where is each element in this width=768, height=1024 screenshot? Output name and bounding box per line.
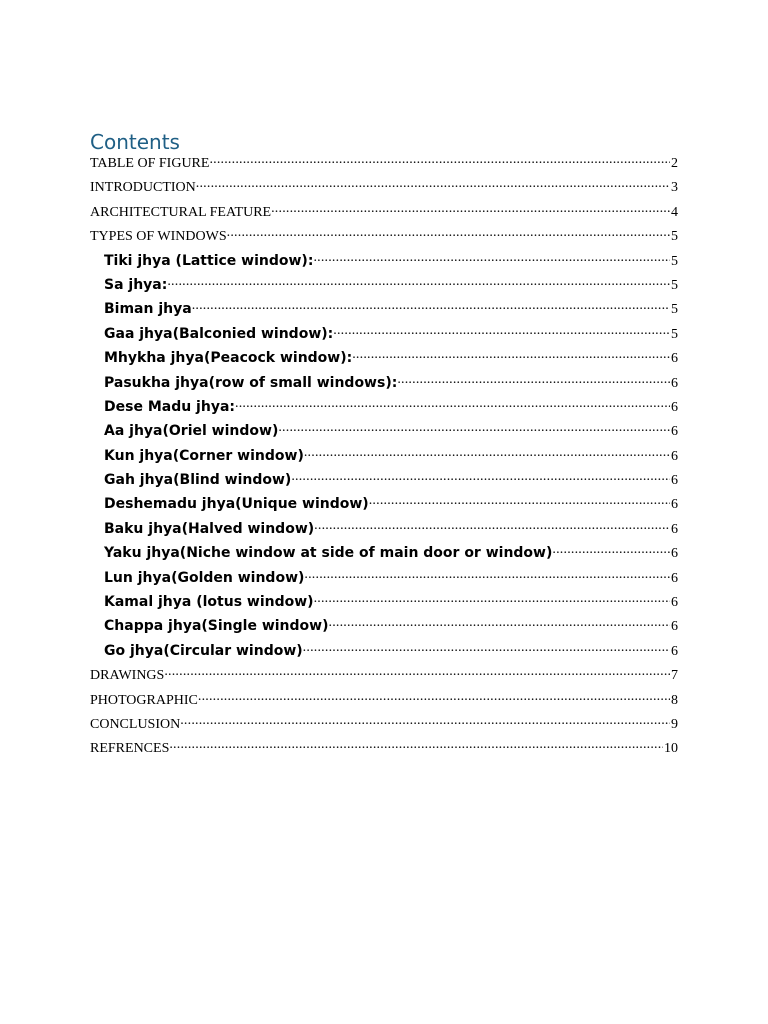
toc-page-number: 6	[671, 619, 678, 635]
toc-entry-title: Go jhya(Circular window)	[104, 642, 303, 659]
toc-page-number: 6	[671, 375, 678, 391]
dot-leader	[164, 665, 670, 679]
toc-entry-title: REFRENCES	[90, 741, 170, 757]
toc-entry[interactable]	[90, 665, 678, 689]
toc-entry-title: Baku jhya(Halved window)	[104, 520, 315, 537]
toc-page-number: 10	[664, 741, 678, 757]
dot-leader	[235, 397, 670, 411]
toc-entry-title: Gaa jhya(Balconied window):	[104, 325, 334, 342]
dot-leader	[314, 519, 670, 533]
toc-page-number: 7	[671, 668, 678, 684]
toc-heading: Contents	[90, 130, 180, 154]
toc-entry-title: Pasukha jhya(row of small windows):	[104, 374, 398, 391]
toc-subentry[interactable]	[90, 348, 678, 372]
dot-leader	[198, 690, 670, 704]
toc-entry[interactable]	[90, 714, 678, 738]
toc-subentry[interactable]	[90, 616, 678, 640]
toc-subentry[interactable]	[90, 373, 678, 397]
toc-subentry[interactable]	[90, 543, 678, 567]
dot-leader	[271, 202, 670, 216]
dot-leader	[227, 226, 670, 240]
toc-page-number: 6	[671, 351, 678, 367]
toc-page-number: 3	[671, 180, 678, 196]
toc-subentry[interactable]	[90, 494, 678, 518]
toc-page-number: 5	[671, 302, 678, 318]
toc-entry-title: Chappa jhya(Single window)	[104, 618, 329, 635]
dot-leader	[313, 251, 670, 265]
toc-entry-title: Yaku jhya(Niche window at side of main door or window)	[104, 545, 553, 562]
dot-leader	[304, 446, 670, 460]
toc-subentry[interactable]	[90, 397, 678, 421]
toc-page-number: 8	[671, 692, 678, 708]
toc-page-number: 6	[671, 570, 678, 586]
dot-leader	[329, 616, 671, 630]
toc-subentry[interactable]	[90, 641, 678, 665]
toc-entry-title: PHOTOGRAPHIC	[90, 692, 198, 708]
toc-entry[interactable]	[90, 226, 678, 250]
toc-entry[interactable]	[90, 738, 678, 762]
toc-page-number: 5	[671, 326, 678, 342]
dot-leader	[369, 494, 670, 508]
toc-subentry[interactable]	[90, 275, 678, 299]
toc-subentry[interactable]	[90, 324, 678, 348]
toc-page-number: 5	[671, 229, 678, 245]
toc-page-number: 4	[671, 204, 678, 220]
toc-entry-title: Kun jhya(Corner window)	[104, 447, 304, 464]
dot-leader	[209, 153, 670, 167]
dot-leader	[169, 738, 663, 752]
toc-entry-title: TYPES OF WINDOWS	[90, 229, 227, 245]
dot-leader	[303, 641, 670, 655]
toc-page-number: 6	[671, 473, 678, 489]
toc-entry-title: Aa jhya(Oriel window)	[104, 423, 279, 440]
toc-entry-title: DRAWINGS	[90, 668, 165, 684]
toc-page-number: 6	[671, 643, 678, 659]
dot-leader	[167, 275, 670, 289]
toc-entry[interactable]	[90, 202, 678, 226]
toc-subentry[interactable]	[90, 251, 678, 275]
toc-entry-title: Sa jhya:	[104, 276, 168, 293]
toc-page-number: 6	[671, 521, 678, 537]
toc-subentry[interactable]	[90, 299, 678, 323]
toc-entry-title: Tiki jhya (Lattice window):	[104, 252, 314, 269]
toc-entry-title: Kamal jhya (lotus window)	[104, 594, 314, 611]
dot-leader	[304, 568, 670, 582]
toc-subentry[interactable]	[90, 470, 678, 494]
toc-entry[interactable]	[90, 153, 678, 177]
toc-subentry[interactable]	[90, 446, 678, 470]
toc-page-number: 2	[671, 156, 678, 171]
dot-leader	[180, 714, 670, 728]
dot-leader	[352, 348, 670, 362]
toc-page-number: 6	[671, 448, 678, 464]
toc-entry[interactable]	[90, 690, 678, 714]
toc-list	[90, 153, 678, 763]
toc-entry-title: TABLE OF FIGURE	[90, 156, 210, 171]
toc-entry-title: Biman jhya	[104, 301, 192, 318]
dot-leader	[278, 421, 670, 435]
toc-entry-title: CONCLUSION	[90, 716, 181, 732]
dot-leader	[552, 543, 670, 557]
toc-subentry[interactable]	[90, 568, 678, 592]
toc-subentry[interactable]	[90, 519, 678, 543]
toc-page-number: 9	[671, 716, 678, 732]
toc-page-number: 5	[671, 277, 678, 293]
dot-leader	[192, 299, 670, 313]
toc-page-number: 5	[671, 253, 678, 269]
toc-entry-title: Deshemadu jhya(Unique window)	[104, 496, 369, 513]
toc-entry-title: Lun jhya(Golden window)	[104, 569, 305, 586]
dot-leader	[397, 373, 670, 387]
toc-entry-title: Gah jhya(Blind window)	[104, 472, 292, 489]
toc-entry-title: Dese Madu jhya:	[104, 398, 235, 415]
dot-leader	[196, 177, 670, 191]
toc-subentry[interactable]	[90, 421, 678, 445]
dot-leader	[314, 592, 670, 606]
toc-page-number: 6	[671, 424, 678, 440]
toc-page-number: 6	[671, 497, 678, 513]
toc-entry-title: INTRODUCTION	[90, 180, 196, 196]
toc-page-number: 6	[671, 546, 678, 562]
toc-entry-title: ARCHITECTURAL FEATURE	[90, 204, 272, 220]
toc-page-number: 6	[671, 595, 678, 611]
dot-leader	[291, 470, 670, 484]
toc-entry[interactable]	[90, 177, 678, 201]
toc-page-number: 6	[671, 399, 678, 415]
toc-entry-title: Mhykha jhya(Peacock window):	[104, 350, 353, 367]
dot-leader	[333, 324, 670, 338]
toc-subentry[interactable]	[90, 592, 678, 616]
